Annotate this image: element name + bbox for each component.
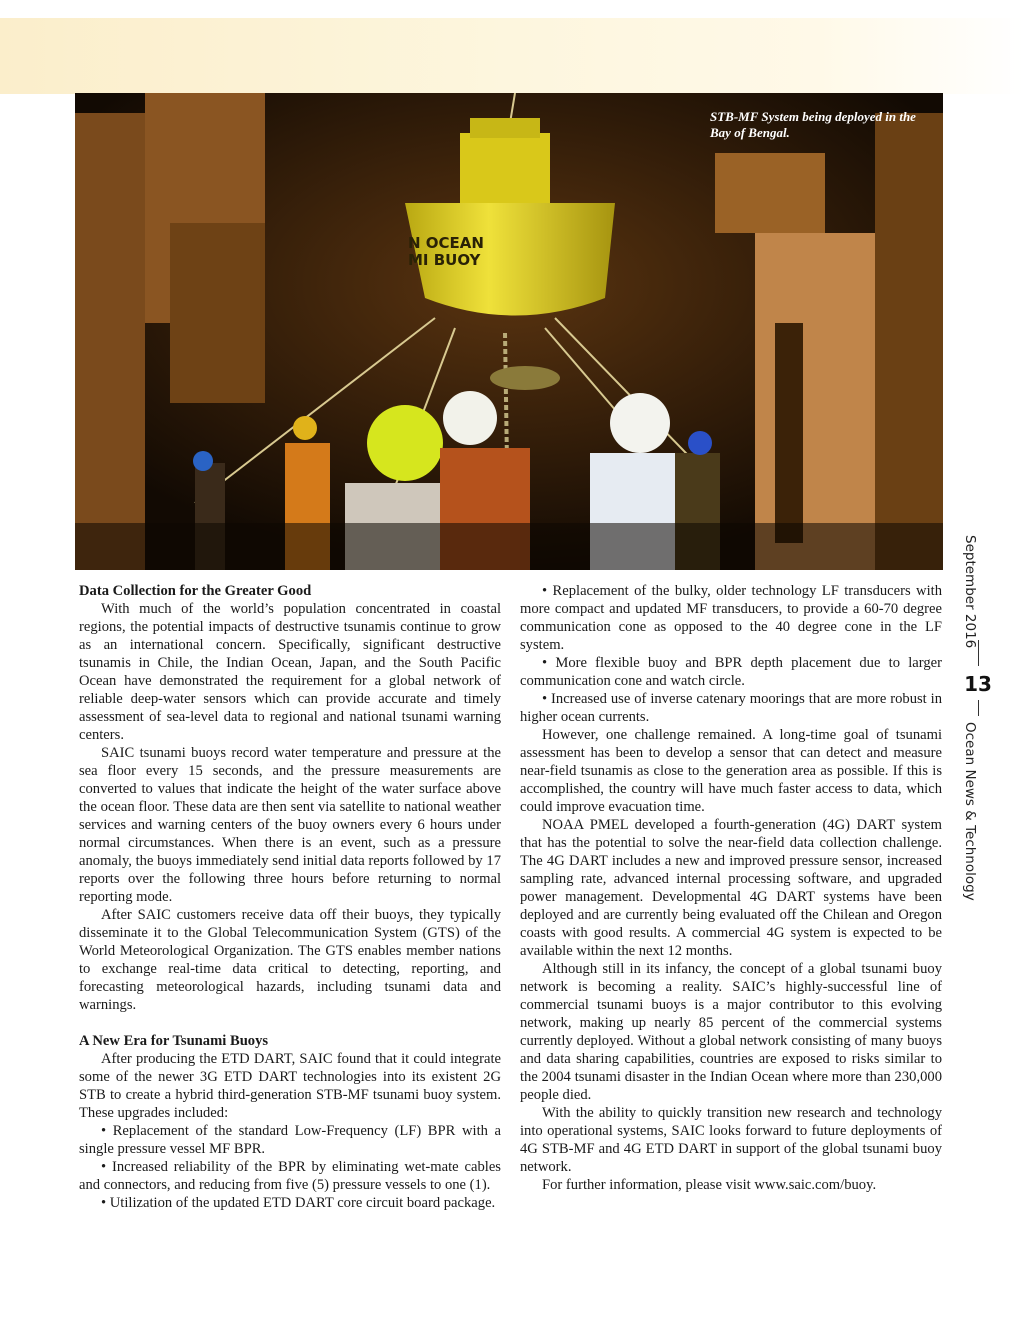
buoy-tower	[460, 133, 550, 208]
issue-date-vertical	[962, 535, 1002, 655]
bullet-item: • More flexible buoy and BPR depth placement due to larger communication cone and watch circle.	[520, 655, 942, 689]
paragraph: NOAA PMEL developed a fourth-generation (4G) DART system that has the potential to solve the near-field data collection challenge. The 4G DART includes a new and improved pressure sensor, increased sampling rate, advanced internal processing software, and upgraded power management. Developmental 4G DART systems have been deployed and are currently being evaluated off the Chilean and Oregon coasts with good results. A commercial 4G system is expected to be available within the next 12 months.	[520, 817, 942, 959]
paragraph: However, one challenge remained. A long-time goal of tsunami assessment has been to develop a sensor that can detect and measure near-field tsunamis as close to the generation area as possible. If this is accomplished, the country will have much faster access to data, which could improve evacuation time.	[520, 727, 942, 815]
publication-name-vertical	[962, 722, 1002, 912]
section-heading: A New Era for Tsunami Buoys	[79, 1033, 269, 1049]
paragraph: With the ability to quickly transition new research and technology into operational systems, SAIC looks forward to future deployments of 4G STB-MF and 4G ETD DART in support of the global tsunami buoy network.	[520, 1105, 942, 1175]
right-frame-column	[755, 233, 875, 570]
right-frame-top	[715, 153, 825, 233]
right-crane-post	[875, 113, 943, 570]
worker-helmet-blue-right	[688, 431, 712, 455]
paragraph: Although still in its infancy, the concept of a global tsunami buoy network is becoming a reality. SAIC’s highly-successful line of commercial tsunami buoys is a major contributor to this evolving network, making up nearly 85 percent of the commercial systems currently deployed. Without a global network consisting of many buoys and data sharing capabilities, countries are exposed to risks similar to the 2004 tsunami disaster in the Indian Ocean where more than 230,000 people died.	[520, 961, 942, 1103]
bridle-shackle	[490, 366, 560, 390]
worker-helmet-white	[443, 391, 497, 445]
buoy-deployment-photo	[75, 93, 943, 570]
sidebar-divider	[978, 700, 979, 716]
sidebar-divider	[978, 640, 979, 666]
buoy-label-line2: MI BUOY	[408, 251, 481, 269]
deck-shadow	[75, 523, 943, 570]
worker-helmet-blue	[193, 451, 213, 471]
buoy-tower-top	[470, 118, 540, 138]
worker-helmet-white-right	[610, 393, 670, 453]
buoy-label-line1: N OCEAN	[408, 234, 484, 252]
paragraph: With much of the world’s population concentrated in coastal regions, the potential impacts of destructive tsunamis continue to grow as an international concern. Specifically, significant destructive tsunamis in Chile, the Indian Ocean, Japan, and the South Pacific Ocean have demonstrated the requirement for a global network of reliable deep-water sensors which can provide accurate and timely assessment of sea-level data to regional and national tsunami warning centers.	[79, 601, 501, 743]
page-number: 13	[964, 672, 992, 696]
section-heading: Data Collection for the Greater Good	[79, 583, 312, 599]
photo-caption: STB-MF System being deployed in the Bay of Bengal.	[710, 109, 916, 140]
left-crane-post	[75, 113, 145, 570]
worker-helmet-yellow	[293, 416, 317, 440]
right-column	[520, 582, 942, 1194]
bullet-item: • Replacement of the bulky, older technology LF transducers with more compact and updated MF transducers, to provide a 60-70 degree communication cone as opposed to the 40 degree cone in the LF system.	[520, 583, 942, 653]
paragraph: After SAIC customers receive data off their buoys, they typically disseminate it to the Global Telecommunication System (GTS) of the World Meteorological Organization. The GTS enables member nations to exchange real-time data critical to detecting, reporting, and forecasting meteorological hazards, including tsunami data and warnings.	[79, 907, 501, 1013]
bullet-item: • Replacement of the standard Low-Frequency (LF) BPR with a single pressure vessel MF BPR.	[79, 1123, 501, 1157]
hydraulic-cylinder	[775, 323, 803, 543]
photo-illustration	[75, 93, 943, 570]
worker-helmet-green	[367, 405, 443, 481]
paragraph: For further information, please visit www.saic.com/buoy.	[542, 1177, 877, 1193]
paragraph: After producing the ETD DART, SAIC found that it could integrate some of the newer 3G ETD DART technologies into its existent 2G STB to create a hybrid third-generation STB-MF tsunami buoy system. These upgrades included:	[79, 1051, 501, 1121]
bullet-item: • Utilization of the updated ETD DART core circuit board package.	[101, 1195, 496, 1211]
left-column	[79, 582, 501, 1212]
bullet-item: • Increased use of inverse catenary moorings that are more robust in higher ocean currents.	[520, 691, 942, 725]
crane-base	[170, 223, 265, 403]
bullet-item: • Increased reliability of the BPR by eliminating wet-mate cables and connectors, and reducing from five (5) pressure vessels to one (1).	[79, 1159, 501, 1193]
publication-name: Ocean News & Technology	[962, 722, 978, 901]
paragraph: SAIC tsunami buoys record water temperature and pressure at the sea floor every 15 seconds, and the pressure measurements are converted to values that indicate the height of the water surface above the ocean floor. These data are then sent via satellite to national weather services and warning centers of the buoy owners every 6 hours under normal circumstances. When there is an event, such as a pressure anomaly, the buoys immediately send initial data reports followed by 17 reports over the following three hours before returning to normal reporting mode.	[79, 745, 501, 905]
header-color-band	[0, 18, 1024, 94]
issue-date: September 2016	[962, 535, 978, 649]
